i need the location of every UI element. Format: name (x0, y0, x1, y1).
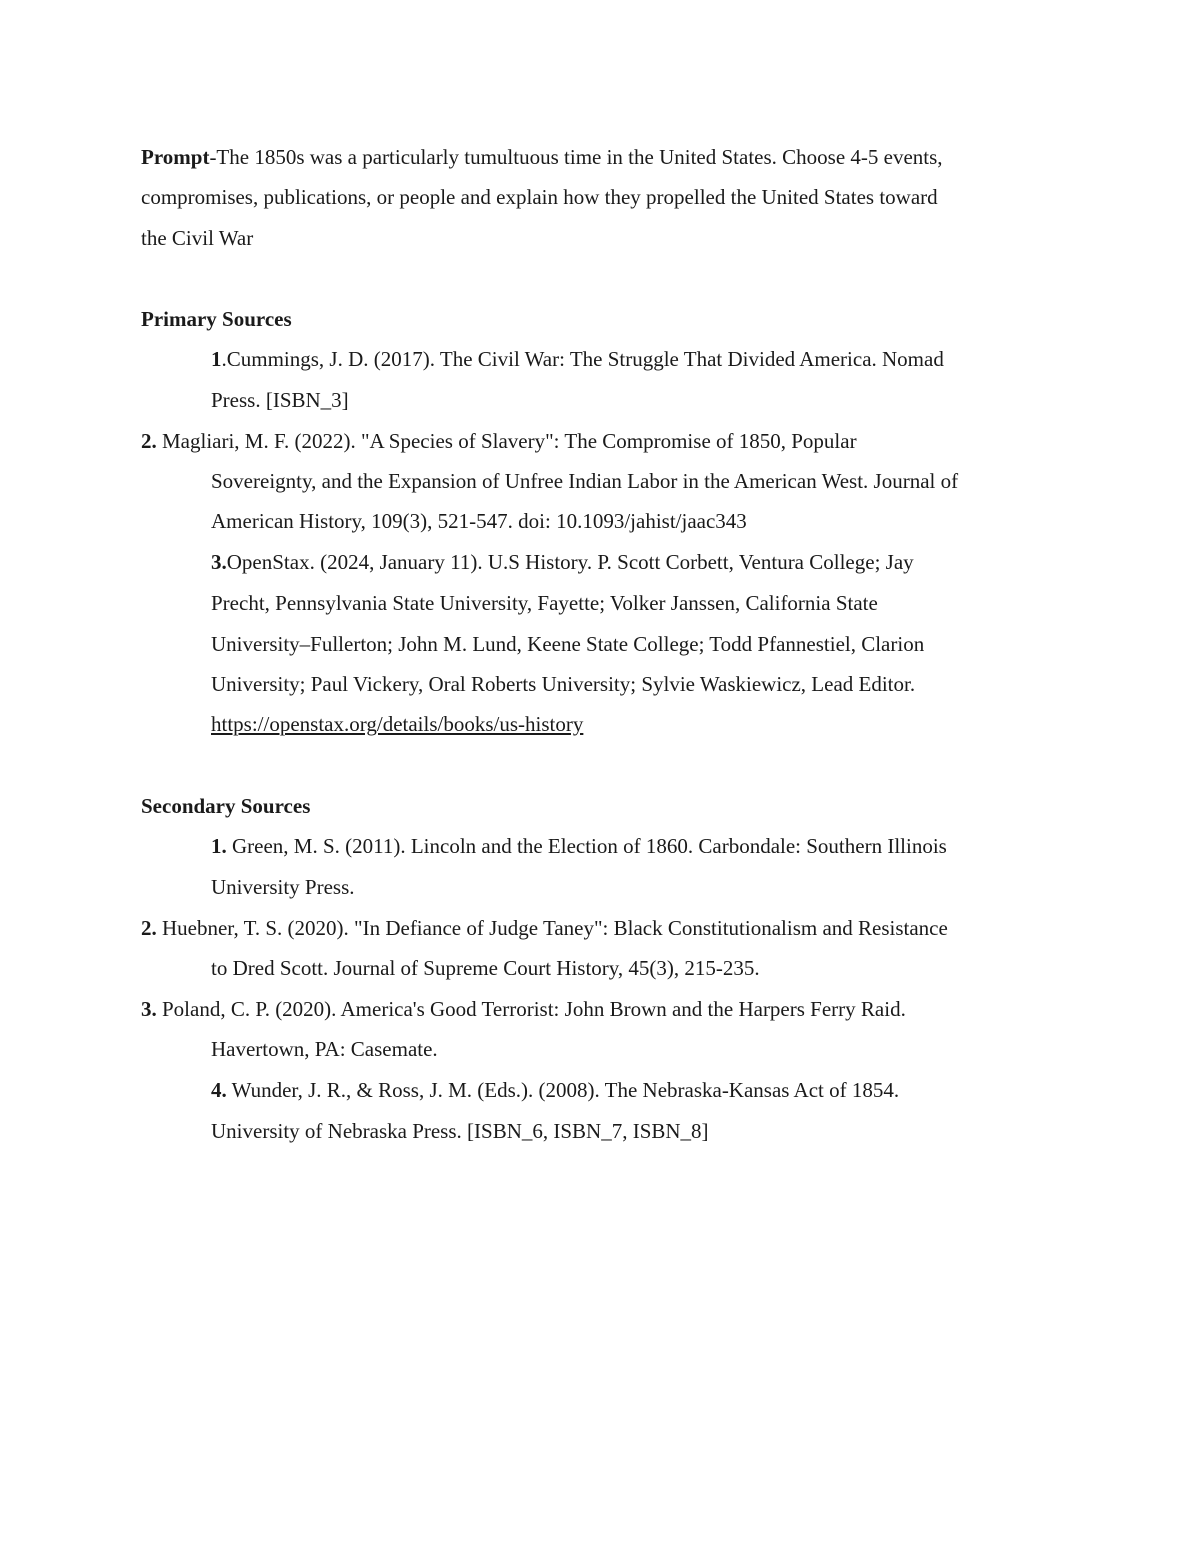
openstax-link[interactable]: https://openstax.org/details/books/us-history (211, 712, 584, 736)
primary-heading-text: Primary Sources (141, 307, 292, 331)
primary-item-2-text-1: Magliari, M. F. (2022). "A Species of Slavery": The Compromise of 1850, Popular (156, 429, 857, 453)
secondary-item-1-line-2: University Press. (211, 875, 355, 899)
primary-sources-heading (141, 305, 292, 333)
secondary-item-4-text-1: Wunder, J. R., & Ross, J. M. (Eds.). (2008). The Nebraska-Kansas Act of 1854. (226, 1078, 900, 1102)
secondary-item-3-text-1: Poland, C. P. (2020). America's Good Terrorist: John Brown and the Harpers Ferry Raid. (156, 997, 906, 1021)
secondary-item-2-line-2: to Dred Scott. Journal of Supreme Court History, 45(3), 215-235. (211, 956, 760, 980)
secondary-item-2-text-1: Huebner, T. S. (2020). "In Defiance of Judge Taney": Black Constitutionalism and Resistance (156, 916, 948, 940)
primary-item-3-line-3: University–Fullerton; John M. Lund, Keene State College; Todd Pfannestiel, Clarion (211, 632, 925, 656)
prompt-line-1 (141, 143, 943, 171)
secondary-item-1-text-1: Green, M. S. (2011). Lincoln and the Election of 1860. Carbondale: Southern Illinois (226, 834, 947, 858)
secondary-item-4-number: 4. (211, 1078, 227, 1102)
secondary-item-4-line-1 (211, 1076, 899, 1104)
secondary-item-2-number: 2. (141, 916, 157, 940)
primary-item-2-line-3: American History, 109(3), 521-547. doi: 10.1093/jahist/jaac343 (211, 509, 747, 533)
prompt-line-2: compromises, publications, or people and explain how they propelled the United States toward (141, 185, 938, 209)
secondary-item-3-number: 3. (141, 997, 157, 1021)
primary-item-3-line-1 (211, 548, 914, 576)
secondary-item-3-line-2: Havertown, PA: Casemate. (211, 1037, 438, 1061)
primary-item-2-line-2: Sovereignty, and the Expansion of Unfree Indian Labor in the American West. Journal of (211, 469, 959, 493)
prompt-text-1: -The 1850s was a particularly tumultuous time in the United States. Choose 4-5 events, (209, 145, 943, 169)
primary-item-3-line-2: Precht, Pennsylvania State University, Fayette; Volker Janssen, California State (211, 591, 878, 615)
primary-item-1-separator: . (221, 347, 227, 371)
secondary-item-3-line-1 (141, 995, 906, 1023)
primary-item-1-line-1 (211, 345, 944, 373)
secondary-heading-text: Secondary Sources (141, 794, 311, 818)
primary-item-2-line-1 (141, 427, 857, 455)
prompt-line-3: the Civil War (141, 226, 254, 250)
primary-item-3-link-line (211, 710, 583, 738)
primary-item-1-line-2: Press. [ISBN_3] (211, 388, 349, 412)
primary-item-1-number: 1 (211, 347, 222, 371)
secondary-item-4-line-2: University of Nebraska Press. [ISBN_6, ISBN_7, ISBN_8] (211, 1119, 709, 1143)
secondary-item-2-line-1 (141, 914, 948, 942)
primary-item-1-text-1: Cummings, J. D. (2017). The Civil War: The Struggle That Divided America. Nomad (226, 347, 944, 371)
primary-item-3-text-1: OpenStax. (2024, January 11). U.S History. P. Scott Corbett, Ventura College; Jay (226, 550, 914, 574)
prompt-label: Prompt (141, 145, 210, 169)
secondary-item-1-number: 1. (211, 834, 227, 858)
primary-item-2-number: 2. (141, 429, 157, 453)
secondary-sources-heading (141, 792, 310, 820)
primary-item-3-number: 3. (211, 550, 227, 574)
secondary-item-1-line-1 (211, 832, 947, 860)
primary-item-3-line-4: University; Paul Vickery, Oral Roberts University; Sylvie Waskiewicz, Lead Editor. (211, 672, 916, 696)
